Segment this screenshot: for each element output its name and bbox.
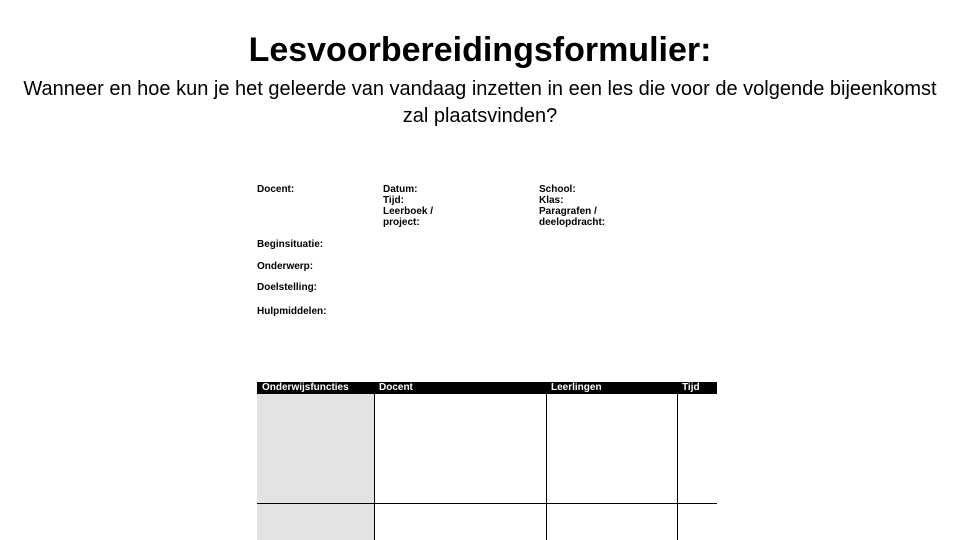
slide-subtitle: Wanneer en hoe kun je het geleerde van vandaag inzetten in een les die voor de volgende bijeenkomst zal plaatsvinden? — [23, 78, 937, 127]
header-onderwijsfuncties: Onderwijsfuncties — [257, 382, 374, 394]
doelstelling-label: Doelstelling: — [257, 282, 318, 293]
paragrafen-label: Paragrafen / — [539, 206, 597, 217]
table-row — [257, 503, 717, 540]
form-column-2 — [383, 184, 433, 228]
header-leerlingen: Leerlingen — [546, 382, 677, 394]
onderwerp-label: Onderwerp: — [257, 261, 314, 272]
table-cell — [546, 503, 677, 540]
header-docent: Docent — [374, 382, 546, 394]
beginsituatie-label: Beginsituatie: — [257, 239, 324, 250]
klas-label: Klas: — [539, 195, 564, 206]
datum-label: Datum: — [383, 184, 418, 195]
form-column-3 — [539, 184, 605, 228]
table-cell — [677, 503, 717, 540]
slide-title: Lesvoorbereidingsformulier: — [248, 31, 712, 69]
table-cell — [546, 394, 677, 503]
leerboek-label: Leerboek / — [383, 206, 434, 217]
deelopdracht-label: deelopdracht: — [539, 217, 606, 228]
hulpmiddelen-label: Hulpmiddelen: — [257, 306, 327, 317]
table-cell — [677, 394, 717, 503]
tijd-label: Tijd: — [383, 195, 404, 206]
docent-label: Docent: — [257, 184, 295, 195]
header-tijd: Tijd — [677, 382, 717, 394]
lesson-table — [257, 382, 717, 540]
table-cell — [374, 394, 546, 503]
table-cell — [374, 503, 546, 540]
project-label: project: — [383, 217, 420, 228]
table-header-row — [257, 382, 717, 394]
table-row — [257, 394, 717, 503]
table-cell — [257, 503, 374, 540]
school-label: School: — [539, 184, 576, 195]
lesson-form — [256, 182, 718, 540]
table-cell — [257, 394, 374, 503]
